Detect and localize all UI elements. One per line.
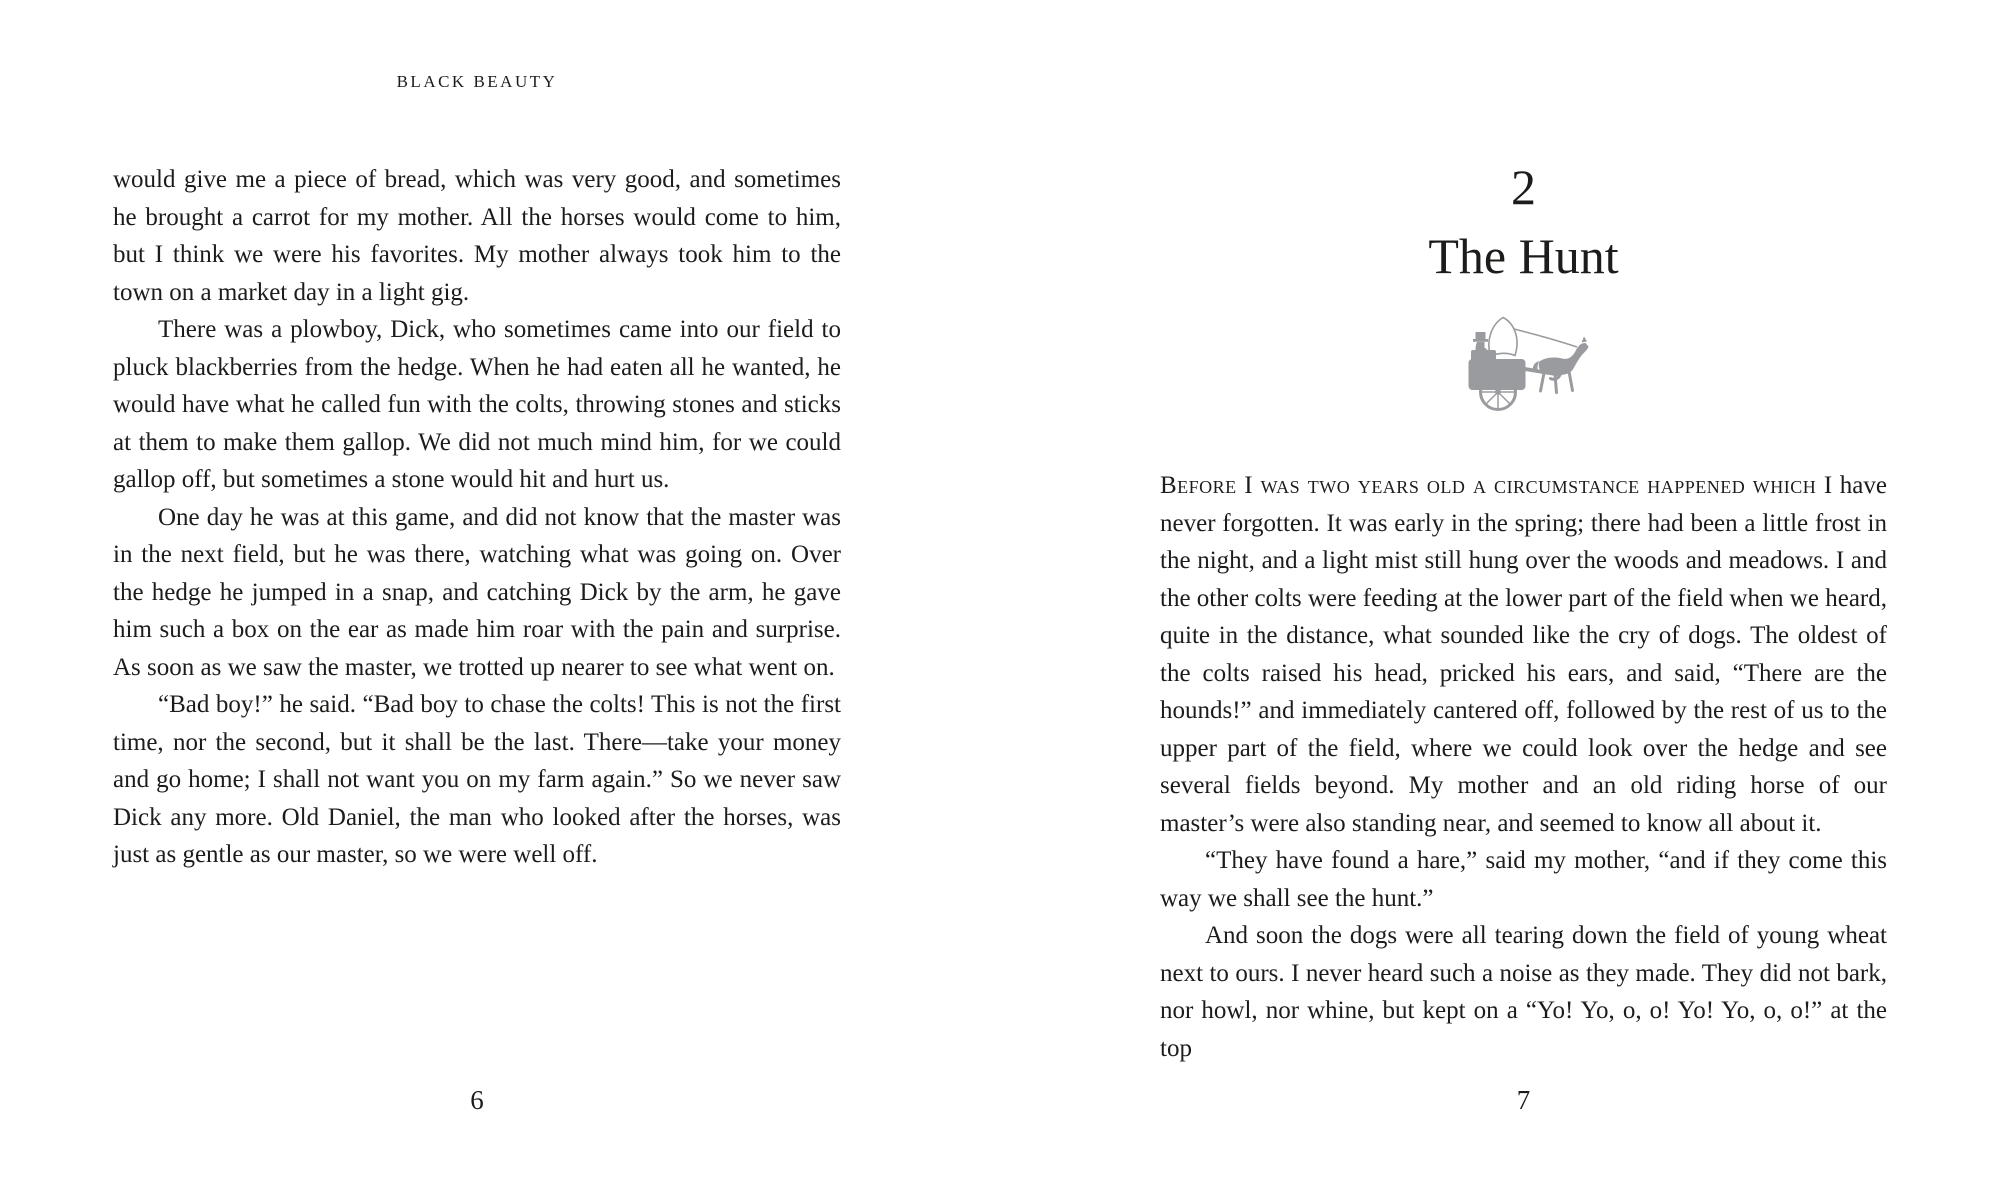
opening-paragraph (1160, 467, 1887, 842)
right-page (1160, 0, 1887, 1181)
left-page (113, 0, 841, 1181)
left-paragraph-1: would give me a piece of bread, which was very good, and sometimes he brought a carrot for my mother. All the horses would come to him, but I think we were his favorites. My mother always took him to the town on a market day in a light gig. (113, 166, 841, 306)
running-head: BLACK BEAUTY (396, 72, 558, 91)
left-paragraph-2: There was a plowboy, Dick, who sometimes came into our field to pluck blackberries from the hedge. When he had eaten all he wanted, he would have what he called fun with the colts, throwing stones and sticks at them to make them gallop. We did not much mind him, for we could gallop off, but sometimes a stone would hit and hurt us. (113, 316, 841, 493)
horse-and-carriage-icon (1458, 316, 1590, 414)
chapter-number: 2 (1511, 159, 1536, 215)
left-page-body (113, 161, 841, 874)
right-paragraph-3: And soon the dogs were all tearing down the field of young wheat next to ours. I never heard such a noise as they made. They did not bark, nor howl, nor whine, but kept on a “Yo! Yo, o, o! Yo! Yo, o, o!” at the top (1160, 922, 1887, 1062)
left-paragraph-4: “Bad boy!” he said. “Bad boy to chase the colts! This is not the first time, nor the second, but it shall be the last. There—take your money and go home; I shall not want you on my farm again.” So we never saw Dick any more. Old Daniel, the man who looked after the horses, was just as gentle as our master, so we were well off. (113, 691, 841, 868)
left-paragraph-3: One day he was at this game, and did not know that the master was in the next field, but he was there, watching what was going on. Over the hedge he jumped in a snap, and catching Dick by the arm, he gave him such a box on the ear as made him roar with the pain and surprise. As soon as we saw the master, we trotted up nearer to see what went on. (113, 503, 841, 681)
small-caps-lead-in: Before I was two years old a circumstance happened which I (1160, 472, 1833, 499)
opening-paragraph-rest: have never forgotten. It was early in the spring; there had been a little frost in the night, and a light mist still hung over the woods and meadows. I and the other colts were feeding at the lower part of the field when we heard, quite in the distance, what sounded like the cry of dogs. The oldest of the colts raised his head, pricked his ears, and said, “There are the hounds!” and immediately cantered off, followed by the rest of us to the upper part of the field, where we could look over the hedge and see several fields beyond. My mother and an old riding horse of our master’s were also standing near, and seemed to know all about it. (1160, 472, 1887, 837)
page-number-right: 7 (1516, 1085, 1531, 1115)
page-number-left: 6 (470, 1085, 484, 1115)
chapter-title: The Hunt (1428, 228, 1619, 284)
chapter-illustration (1160, 316, 1887, 419)
right-paragraph-2: “They have found a hare,” said my mother, “and if they come this way we shall see the hunt.” (1160, 847, 1887, 912)
right-page-body (1160, 467, 1887, 1067)
